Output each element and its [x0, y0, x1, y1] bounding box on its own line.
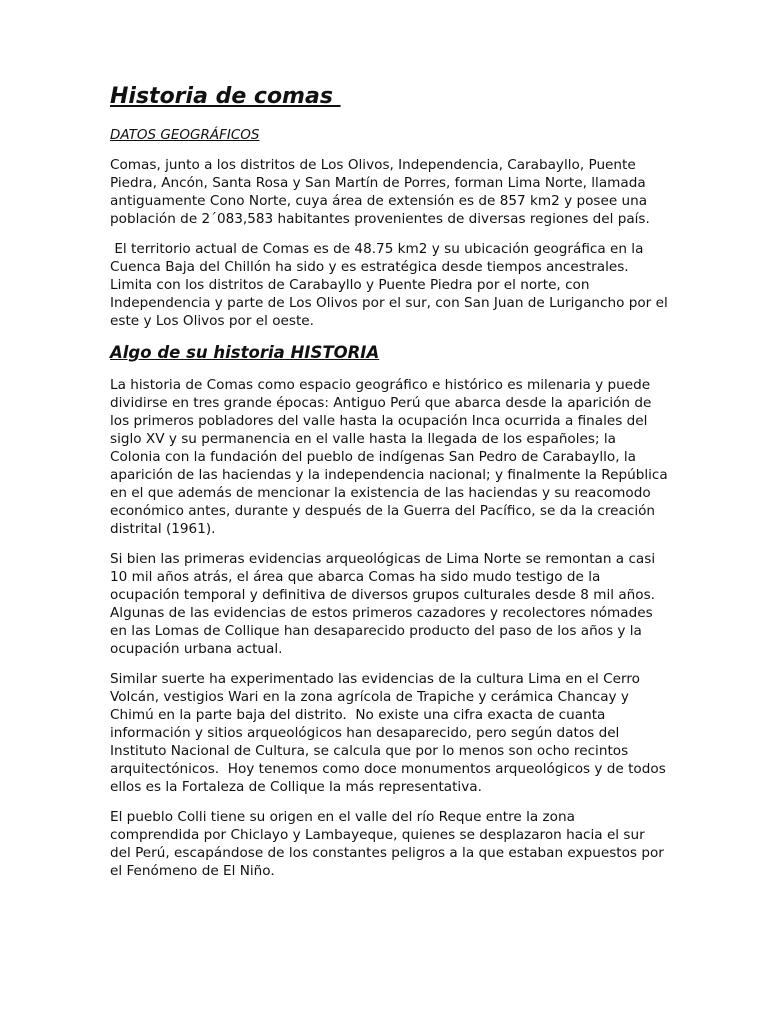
paragraph-historia-epocas: La historia de Comas como espacio geográfico e histórico es milenaria y puede dividirse en tres grande épocas: Antiguo Perú que abarca desde la aparición de los primeros pobladores del valle hasta la ocupación Inca ocurrida a finales del siglo XV y su permanencia en el valle hasta la llegada de los españoles; la Colonia con la fundación del pueblo de indígenas San Pedro de Carabayllo, la aparición de las haciendas y la independencia nacional; y finalmente la República en el que además de mencionar la existencia de las haciendas y su reacomodo económico antes, durante y después de la Guerra del Pacífico, se da la creación distrital (1961). — [110, 377, 673, 537]
paragraph-evidencias-arqueologicas: Si bien las primeras evidencias arqueológicas de Lima Norte se remontan a casi 10 mil años atrás, el área que abarca Comas ha sido mudo testigo de la ocupación temporal y definitiva de diversos grupos culturales desde 8 mil años. Algunas de las evidencias de estos primeros cazadores y recolectores nómades en las Lomas de Collique han desaparecido producto del paso de los años y la ocupación urbana actual. — [110, 551, 660, 657]
paragraph-pueblo-colli: El pueblo Colli tiene su origen en el valle del río Reque entre la zona comprendida por Chiclayo y Lambayeque, quienes se desplazaron hacia el sur del Perú, escapándose de los constantes peligros a la que estaban expuestos por el Fenómeno de El Niño. — [110, 809, 669, 879]
paragraph-lima-norte: Comas, junto a los distritos de Los Olivos, Independencia, Carabayllo, Puente Piedra, Ancón, Santa Rosa y San Martín de Porres, forman Lima Norte, llamada antiguamente Cono Norte, cuya área de extensión es de 857 km2 y posee una población de 2´083,583 habitantes provenientes de diversas regiones del país. — [110, 157, 652, 227]
paragraph-territorio: El territorio actual de Comas es de 48.75 km2 y su ubicación geográfica en la Cuenca Baja del Chillón ha sido y es estratégica desde tiempos ancestrales. Limita con los distritos de Carabayllo y Puente Piedra por el norte, con Independencia y parte de Los Olivos por el sur, con San Juan de Lurigancho por el este y Los Olivos por el oeste. — [110, 241, 673, 329]
paragraph-cultura-lima: Similar suerte ha experimentado las evidencias de la cultura Lima en el Cerro Volcán, vestigios Wari en la zona agrícola de Trapiche y cerámica Chancay y Chimú en la parte baja del distrito. No existe una cifra exacta de cuanta información y sitios arqueológicos han desaparecido, pero según datos del Instituto Nacional de Cultura, se calcula que por lo menos son ocho recintos arquitectónicos. Hoy tenemos como doce monumentos arqueológicos y de todos ellos es la Fortaleza de Collique la más representativa. — [110, 671, 671, 795]
section-title-historia: Algo de su historia HISTORIA — [110, 343, 380, 362]
document-title: Historia de comas — [110, 84, 341, 109]
section-subtitle-datos-geograficos: DATOS GEOGRÁFICOS — [110, 127, 260, 143]
